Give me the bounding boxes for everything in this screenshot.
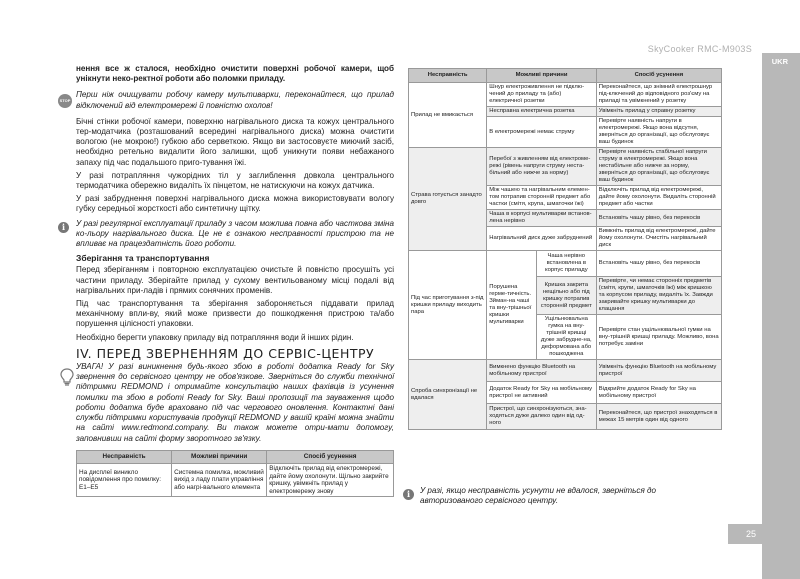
- table-cell: Під час приготування з-під кришки приладу виходить пара: [409, 251, 487, 360]
- table-cell: Спроба синхронізації не вдалася: [409, 360, 487, 430]
- table-cell: Відкрийте додаток Ready for Sky на мобільному пристрої: [596, 382, 721, 404]
- column-header: Можливі причини: [172, 451, 267, 464]
- table-row: [409, 83, 722, 107]
- paragraph: Необхідно берегти упаковку приладу від потрапляння води й інших рідин.: [76, 332, 354, 342]
- paragraph: У разі потрапляння чужорідних тіл у заглиблення довкола центрального термодатчика обережно видаліть їх пінцетом, не натискуючи на кожух датчика.: [76, 170, 394, 191]
- section-title: IV. ПЕРЕД ЗВЕРНЕННЯМ ДО СЕРВІС-ЦЕНТРУ: [76, 345, 375, 361]
- info-icon: i: [403, 489, 414, 500]
- lightbulb-icon: [60, 368, 74, 386]
- storage-heading: Зберігання та транспортування: [76, 253, 210, 264]
- table-cell: Встановіть чашу рівно, без перекосів: [596, 251, 721, 277]
- table-cell: Перебої з живленням від електроме-режі (рівень напруги струму неста-більний або нижче за норму): [487, 148, 597, 186]
- table-header-row: [77, 451, 394, 464]
- paragraph: У разі забруднення поверхні нагрівального диска можна використовувати вологу губку середньої жорсткості або синтетичну щітку.: [76, 194, 394, 214]
- paragraph: Бічні стінки робочої камери, поверхню нагрівального диска та кожух центрального тер-модатчика (розташований всередині нагрівального диска) можна очистити вологою (не мокрою!) губкою або серветкою. Якщо ви застосовуєте миючий засіб, необхідно ретельно видалити його залишки, щоб уникнути появи небажаного запаху під час подальшого приго-тування їжі.: [76, 116, 394, 167]
- table-cell: Увімкніть прилад у справну розетку: [596, 107, 721, 117]
- table-cell: Між чашею та нагрівальним елемен-том потрапив сторонній предмет або частки (смітя, крупа, шматочки їжі): [487, 186, 597, 210]
- table-cell: Відключіть прилад від електромережі, дайте йому охолонути. Видаліть сторонній предмет або частки: [596, 186, 721, 210]
- table-cell: Кришка закрита нещільно або під кришку потрапив сторонній предмет: [536, 277, 596, 315]
- table-header-row: [409, 69, 722, 83]
- table-cell: Вимкніть прилад від електромережі, дайте йому охолонути. Очистіть нагрівальний диск: [596, 227, 721, 251]
- table-cell: Чаша нерівно встановлена в корпус приладу: [536, 251, 596, 277]
- table-row: [77, 464, 394, 497]
- page-number: 25: [745, 529, 756, 539]
- info-icon: i: [58, 222, 69, 233]
- table-cell: Несправна електрична розетка: [487, 107, 597, 117]
- table-cell: На дисплеї виникло повідомлення про помилку: E1–E5: [77, 464, 172, 497]
- column-header: Можливі причини: [487, 69, 597, 83]
- column-header: Спосіб усунення: [267, 451, 394, 464]
- table-cell: Шнур електроживлення не підклю-чений до приладу та (або) електричної розетки: [487, 83, 597, 107]
- language-tag: UKR: [771, 57, 788, 66]
- error-table: [76, 450, 394, 497]
- table-cell: Вимкнено функцію Bluetooth на мобільному пристрої: [487, 360, 597, 382]
- service-note: У разі, якщо несправність усунути не вдалося, зверніться до авторизованого сервісного центру.: [420, 486, 656, 506]
- table-cell: Перевірте стан ущільнювальної гумки на вну-трішній кришці приладу. Можливо, вона потребує заміни: [596, 315, 721, 360]
- table-row: [409, 360, 722, 382]
- info-note: У разі регулярної експлуатації приладу з часом можлива повна або часткова зміна ко-льору нагрівального диска. Це не є ознакою несправності пристрою та не впливає на працездатність його роботи.: [76, 218, 394, 249]
- table-cell: Перевірте, чи немає сторонніх предметів (смітя, крупи, шматочків їжі) між кришкою та корпусом приладу, видаліть їх. Завжди закривайте кришку мультиварки до клацання: [596, 277, 721, 315]
- table-cell: Додаток Ready for Sky на мобільному пристрої не активний: [487, 382, 597, 404]
- warning-note: УВАГА! У разі виникнення будь-якого збою в роботі додатка Ready for Sky звернення до сервісного центру не обов'язкове. Зверніться до служби технічної підтримки REDMOND і отримайте консультацію наших фахівців із усунення помилки та збою в роботі Ready for Sky. Ваші пропозиції та зауваження щодо роботи додатка буде враховано під час чергового оновлення. Контактні дані служби підтримки користувачів продукції REDMOND у вашій країні можна знайти на сайті www.redmond.company. Ви також можете отри-мати допомогу, заповнивши на сайті форму зворотного зв'язку.: [76, 362, 394, 443]
- table-cell: Нагрівальний диск дуже забруднений: [487, 227, 597, 251]
- stop-icon: STOP: [58, 94, 72, 108]
- table-row: [409, 251, 722, 277]
- troubleshooting-table: [408, 68, 722, 430]
- table-cell: В електромережі немає струму: [487, 117, 597, 148]
- column-header: Несправність: [77, 451, 172, 464]
- paragraph: Під час транспортування та зберігання забороняється піддавати прилад механічному впли-ву, який може призвести до пошкодження пристрою та/або порушення цілісності упаковки.: [76, 299, 394, 329]
- table-cell: Порушена герме-тичність. Зйман-на чаші та вну-трішньої кришки мультиварки: [487, 251, 537, 360]
- table-cell: Системна помилка, можливий вихід з ладу плати управління або нагрі-вального елемента: [172, 464, 267, 497]
- side-bar: [762, 53, 800, 579]
- table-cell: Відключіть прилад від електромережі, дайте йому охолонути. Щільно закрийте кришку, увімкніть прилад у електромережу знову: [267, 464, 394, 497]
- table-cell: Пристрої, що синхронізуються, зна-ходяться дуже далеко один від од-ного: [487, 404, 597, 430]
- column-header: Несправність: [409, 69, 487, 83]
- table-cell: Переконайтеся, що знімний електрошнур під-ключений до відповідного роз'єму на приладі та увімкнений у розетку: [596, 83, 721, 107]
- table-cell: Увімкніть функцію Bluetooth на мобільному пристрої: [596, 360, 721, 382]
- model-header: SkyCooker RMC-M903S: [647, 44, 752, 54]
- column-header: Спосіб усунення: [596, 69, 721, 83]
- table-cell: Встановіть чашу рівно, без перекосів: [596, 210, 721, 227]
- table-cell: Переконайтеся, що пристрої знаходяться в межах 15 метрів один від одного: [596, 404, 721, 430]
- table-cell: Чаша в корпусі мультиварки встанов-лена нерівно: [487, 210, 597, 227]
- table-cell: Прилад не вмикається: [409, 83, 487, 148]
- stop-note: Перш ніж очищувати робочу камеру мультиварки, переконайтеся, що прилад відключений від електромережі й повністю охолов!: [76, 90, 394, 110]
- table-cell: Ущільнювальна гумка на вну-трішній кришці дуже забрудне-на, деформована або пошкоджена: [536, 315, 596, 360]
- table-cell: Перевірте наявність стабільної напруги струму в електромережі. Якщо вона нестабільне або нижче за норму, зверніться до організації, що обслуговує ваш будинок: [596, 148, 721, 186]
- paragraph: нення все ж сталося, необхідно очистити поверхні робочої камери, щоб унікнути неко-ректної роботи або поломки приладу.: [76, 64, 394, 84]
- paragraph: Перед зберіганням і повторною експлуатацією очистьте й повністю просушіть усі частини приладу. Зберігайте прилад у сухому вентильованому місці подалі від нагрівальних при-ладів і прямих сонячних променів.: [76, 265, 394, 295]
- table-cell: Перевірте наявність напруги в електромережі. Якщо вона відсутня, зверніться до організації, що обслуговує ваш будинок: [596, 117, 721, 148]
- table-cell: Страва готується занадто довго: [409, 148, 487, 251]
- table-row: [409, 148, 722, 186]
- left-column: [76, 64, 394, 447]
